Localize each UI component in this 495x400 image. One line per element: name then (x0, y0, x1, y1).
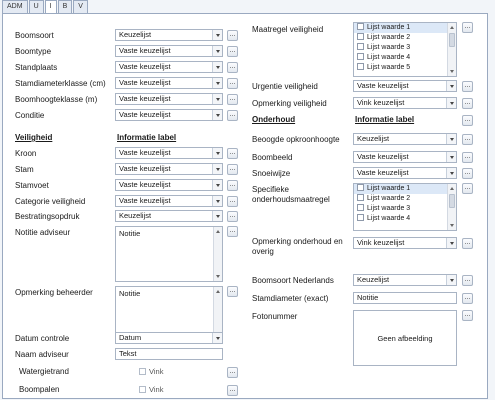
categorie-veiligheid-value: Vaste keuzelijst (119, 196, 171, 205)
boomhoogteklasse-value: Vaste keuzelijst (119, 94, 171, 103)
boomhoogteklasse-select[interactable] (115, 93, 223, 105)
stamdiameter-exact-more-button[interactable]: ... (462, 293, 473, 304)
beoogde-opkroonhoogte-value: Keuzelijst (357, 134, 390, 143)
bestratingsopdruk-more-button[interactable]: ... (227, 211, 238, 222)
stamvoet-more-button[interactable]: ... (227, 180, 238, 191)
chevron-down-icon[interactable] (212, 333, 222, 343)
informatie-label-more-button[interactable]: ... (462, 115, 473, 126)
checkbox-icon[interactable] (139, 368, 146, 375)
opmerking-beheerder-more-button[interactable]: ... (227, 286, 238, 297)
boomsoort-select[interactable] (115, 29, 223, 41)
fotonummer-placeholder: Geen afbeelding (377, 333, 433, 343)
section-informatie-label-heading: Informatie label (117, 133, 177, 142)
chevron-down-icon[interactable] (212, 30, 222, 40)
stam-more-button[interactable]: ... (227, 164, 238, 175)
list-item[interactable] (354, 214, 456, 224)
boomsoort-nederlands-more-button[interactable]: ... (462, 275, 473, 286)
stamvoet-label: Stamvoet (15, 181, 49, 190)
boomhoogteklasse-more-button[interactable]: ... (227, 94, 238, 105)
checkbox-icon[interactable] (357, 63, 364, 70)
bestratingsopdruk-select[interactable] (115, 210, 223, 222)
chevron-down-icon[interactable] (446, 134, 456, 144)
datum-controle-datepicker[interactable] (115, 332, 223, 344)
checkbox-icon[interactable] (357, 204, 364, 211)
boombeeld-more-button[interactable]: ... (462, 152, 473, 163)
stamvoet-select[interactable] (115, 179, 223, 191)
list-item[interactable] (354, 204, 456, 214)
list-item-label: Lijst waarde 2 (367, 195, 411, 202)
opmerking-veiligheid-label: Opmerking veiligheid (252, 99, 327, 108)
opmerking-veiligheid-value: Vink keuzelijst (357, 98, 405, 107)
boompalen-more-button[interactable]: ... (227, 385, 238, 396)
boombeeld-label: Boombeeld (252, 153, 293, 162)
standplaats-label: Standplaats (15, 63, 58, 72)
stam-value: Vaste keuzelijst (119, 164, 171, 173)
tab-i[interactable]: I (45, 0, 57, 14)
list-item[interactable] (354, 184, 456, 194)
tab-v[interactable]: V (73, 0, 88, 13)
kroon-label: Kroon (15, 149, 37, 158)
chevron-down-icon[interactable] (446, 81, 456, 91)
fotonummer-label: Fotonummer (252, 312, 298, 321)
stamdiameter-exact-label: Stamdiameter (exact) (252, 294, 329, 303)
naam-adviseur-input[interactable]: Tekst (115, 348, 223, 360)
list-item-label: Lijst waarde 2 (367, 34, 411, 41)
kroon-select[interactable] (115, 147, 223, 159)
notitie-adviseur-value: Notitie (119, 229, 141, 238)
maatregel-veiligheid-label: Maatregel veiligheid (252, 25, 324, 34)
chevron-down-icon[interactable] (212, 94, 222, 104)
chevron-down-icon[interactable] (212, 148, 222, 158)
stam-label: Stam (15, 165, 34, 174)
standplaats-more-button[interactable]: ... (227, 62, 238, 73)
chevron-down-icon[interactable] (212, 110, 222, 120)
list-item-label: Lijst waarde 1 (367, 185, 411, 192)
maatregel-veiligheid-more-button[interactable]: ... (462, 22, 473, 33)
opmerking-beheerder-value: Notitie (119, 289, 141, 298)
section-informatie-label-heading-right: Informatie label (355, 115, 415, 124)
boomsoort-more-button[interactable]: ... (227, 30, 238, 41)
boomtype-more-button[interactable]: ... (227, 46, 238, 57)
standplaats-select[interactable] (115, 61, 223, 73)
list-item[interactable] (354, 63, 456, 73)
boompalen-value: Vink (149, 385, 164, 394)
snoeiwijze-value: Vaste keuzelijst (357, 168, 409, 177)
stamvoet-value: Vaste keuzelijst (119, 180, 171, 189)
conditie-select[interactable] (115, 109, 223, 121)
notitie-adviseur-label: Notitie adviseur (15, 228, 71, 237)
stamdiameterklasse-value: Vaste keuzelijst (119, 78, 171, 87)
categorie-veiligheid-select[interactable] (115, 195, 223, 207)
opmerking-beheerder-label: Opmerking beheerder (15, 288, 93, 297)
stamdiameterklasse-label: Stamdiameterklasse (cm) (15, 79, 106, 88)
tab-b[interactable]: B (58, 0, 73, 13)
chevron-down-icon[interactable] (212, 180, 222, 190)
opmerking-onderhoud-more-button[interactable]: ... (462, 238, 473, 249)
kroon-more-button[interactable]: ... (227, 148, 238, 159)
checkbox-icon[interactable] (357, 43, 364, 50)
opmerking-veiligheid-more-button[interactable]: ... (462, 98, 473, 109)
list-item-label: Lijst waarde 3 (367, 205, 411, 212)
maatregel-veiligheid-list[interactable] (353, 22, 457, 77)
checkbox-icon[interactable] (357, 214, 364, 221)
beoogde-opkroonhoogte-select[interactable] (353, 133, 457, 145)
list-item[interactable] (354, 23, 456, 33)
notitie-adviseur-textarea[interactable] (115, 226, 223, 282)
specifieke-onderhoudsmaatregel-label: Specifieke onderhoudsmaatregel (252, 185, 330, 204)
chevron-down-icon[interactable] (446, 275, 456, 285)
kroon-value: Vaste keuzelijst (119, 148, 171, 157)
categorie-veiligheid-more-button[interactable]: ... (227, 196, 238, 207)
snoeiwijze-label: Snoeiwijze (252, 169, 291, 178)
checkbox-icon[interactable] (357, 184, 364, 191)
form-panel (2, 13, 488, 399)
list-item[interactable] (354, 194, 456, 204)
chevron-down-icon[interactable] (212, 211, 222, 221)
boompalen-checkbox[interactable] (139, 385, 163, 395)
specifieke-onderhoudsmaatregel-list[interactable] (353, 183, 457, 231)
snoeiwijze-more-button[interactable]: ... (462, 168, 473, 179)
chevron-down-icon[interactable] (212, 164, 222, 174)
opmerking-onderhoud-value: Vink keuzelijst (357, 238, 405, 247)
opmerking-onderhoud-label: Opmerking onderhoud en overig (252, 237, 343, 256)
fotonummer-more-button[interactable]: ... (462, 310, 473, 321)
tab-u[interactable]: U (29, 0, 44, 13)
checkbox-icon[interactable] (139, 386, 146, 393)
checkbox-icon[interactable] (357, 33, 364, 40)
fotonummer-image-box[interactable] (353, 310, 457, 366)
stamdiameter-exact-input[interactable]: Notitie (353, 292, 457, 304)
chevron-down-icon[interactable] (446, 98, 456, 108)
watergietrand-label: Watergietrand (19, 367, 69, 376)
boomhoogteklasse-label: Boomhoogteklasse (m) (15, 95, 98, 104)
boombeeld-select[interactable] (353, 151, 457, 163)
tab-strip (2, 0, 89, 14)
snoeiwijze-select[interactable] (353, 167, 457, 179)
maatregel-veiligheid-scrollbar[interactable] (447, 23, 456, 76)
scroll-up-icon[interactable] (450, 187, 454, 190)
list-item-label: Lijst waarde 3 (367, 44, 411, 51)
boomsoort-label: Boomsoort (15, 31, 54, 40)
beoogde-opkroonhoogte-more-button[interactable]: ... (462, 134, 473, 145)
boomsoort-nederlands-select[interactable] (353, 274, 457, 286)
list-item[interactable] (354, 43, 456, 53)
opmerking-onderhoud-select[interactable] (353, 237, 457, 249)
boomsoort-nederlands-value: Keuzelijst (357, 275, 390, 284)
boomsoort-nederlands-label: Boomsoort Nederlands (252, 276, 334, 285)
notitie-adviseur-scrollbar[interactable] (213, 227, 222, 281)
boomtype-label: Boomtype (15, 47, 52, 56)
scroll-up-icon[interactable] (450, 26, 454, 29)
opmerking-veiligheid-select[interactable] (353, 97, 457, 109)
checkbox-icon[interactable] (357, 53, 364, 60)
notitie-adviseur-more-button[interactable]: ... (227, 226, 238, 237)
list-item-label: Lijst waarde 1 (367, 24, 411, 31)
boomsoort-value: Keuzelijst (119, 30, 152, 39)
chevron-down-icon[interactable] (446, 238, 456, 248)
urgentie-veiligheid-select[interactable] (353, 80, 457, 92)
bestratingsopdruk-value: Keuzelijst (119, 211, 152, 220)
watergietrand-value: Vink (149, 367, 164, 376)
stamdiameterklasse-more-button[interactable]: ... (227, 78, 238, 89)
list-item-label: Lijst waarde 4 (367, 54, 411, 61)
naam-adviseur-label: Naam adviseur (15, 350, 69, 359)
specifieke-onderhoudsmaatregel-more-button[interactable]: ... (462, 183, 473, 194)
chevron-down-icon[interactable] (212, 196, 222, 206)
urgentie-veiligheid-more-button[interactable]: ... (462, 81, 473, 92)
specifieke-onderhoudsmaatregel-scrollbar[interactable] (447, 184, 456, 230)
scroll-down-icon[interactable] (450, 70, 454, 73)
conditie-label: Conditie (15, 111, 45, 120)
list-item[interactable] (354, 53, 456, 63)
conditie-more-button[interactable]: ... (227, 110, 238, 121)
checkbox-icon[interactable] (357, 23, 364, 30)
stamdiameterklasse-select[interactable] (115, 77, 223, 89)
boomtype-value: Vaste keuzelijst (119, 46, 171, 55)
beoogde-opkroonhoogte-label: Beoogde opkroonhoogte (252, 135, 340, 144)
conditie-value: Vaste keuzelijst (119, 110, 171, 119)
categorie-veiligheid-label: Categorie veiligheid (15, 197, 86, 206)
tab-adm[interactable]: ADM (2, 0, 28, 13)
chevron-down-icon[interactable] (212, 62, 222, 72)
bestratingsopdruk-label: Bestratingsopdruk (15, 212, 80, 221)
watergietrand-more-button[interactable]: ... (227, 367, 238, 378)
scroll-down-icon[interactable] (450, 224, 454, 227)
scroll-thumb[interactable] (449, 194, 455, 208)
datum-controle-value: Datum (119, 333, 142, 342)
datum-controle-label: Datum controle (15, 334, 70, 343)
section-veiligheid-heading: Veiligheid (15, 133, 53, 142)
list-item[interactable] (354, 33, 456, 43)
scroll-up-icon[interactable] (216, 230, 220, 233)
scroll-down-icon[interactable] (216, 275, 220, 278)
chevron-down-icon[interactable] (212, 46, 222, 56)
scroll-thumb[interactable] (449, 33, 455, 47)
chevron-down-icon[interactable] (446, 152, 456, 162)
list-item-label: Lijst waarde 5 (367, 64, 411, 71)
chevron-down-icon[interactable] (212, 78, 222, 88)
checkbox-icon[interactable] (357, 194, 364, 201)
boomtype-select[interactable] (115, 45, 223, 57)
standplaats-value: Vaste keuzelijst (119, 62, 171, 71)
boompalen-label: Boompalen (19, 385, 60, 394)
stam-select[interactable] (115, 163, 223, 175)
section-onderhoud-heading: Onderhoud (252, 115, 296, 124)
list-item-label: Lijst waarde 4 (367, 215, 411, 222)
urgentie-veiligheid-value: Vaste keuzelijst (357, 81, 409, 90)
urgentie-veiligheid-label: Urgentie veiligheid (252, 82, 318, 91)
scroll-up-icon[interactable] (216, 290, 220, 293)
chevron-down-icon[interactable] (446, 168, 456, 178)
watergietrand-checkbox[interactable] (139, 367, 163, 377)
boombeeld-value: Vaste keuzelijst (357, 152, 409, 161)
